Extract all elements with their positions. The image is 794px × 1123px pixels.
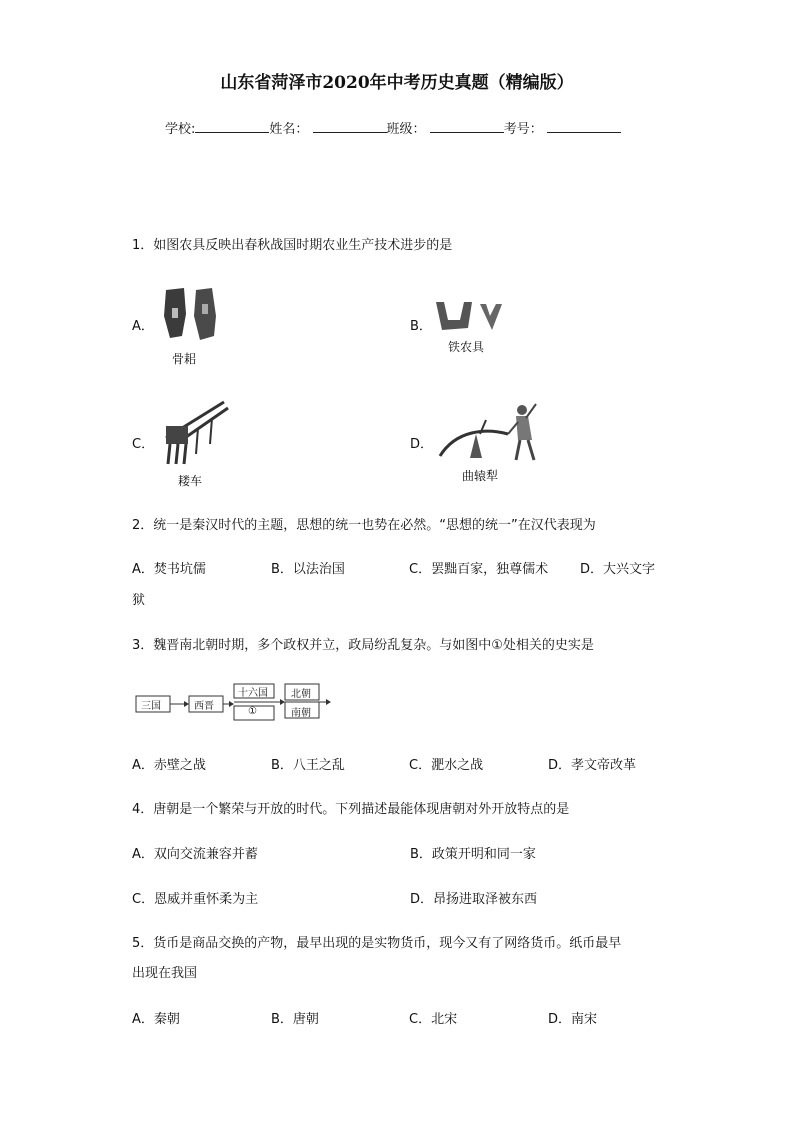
- q1-option-a-caption: 骨耜: [172, 352, 197, 366]
- q2-option-c: C．罢黜百家，独尊儒术: [409, 562, 549, 577]
- question-5-stem-line-1: 5．货币是商品交换的产物，最早出现的是实物货币，现今又有了网络货币。纸币最早: [132, 936, 622, 951]
- q1-option-d-letter: D．: [410, 437, 434, 452]
- q4-option-c: C．恩威并重怀柔为主: [132, 892, 259, 907]
- number-blank: [547, 120, 621, 133]
- diagram-sanguo: 三国: [141, 701, 161, 712]
- school-blank: [195, 120, 269, 133]
- bone-spade-image: [160, 286, 220, 346]
- q4-option-a: A．双向交流兼容并蓄: [132, 847, 258, 862]
- q3-option-d: D．孝文帝改革: [548, 758, 637, 773]
- q3-option-b: B．八王之乱: [271, 758, 345, 773]
- question-3-stem: 3．魏晋南北朝时期，多个政权并立，政局纷乱复杂。与如图中①处相关的史实是: [132, 638, 594, 653]
- q4-option-b: B．政策开明和同一家: [410, 847, 536, 862]
- q1-option-c-caption: 耧车: [178, 474, 203, 488]
- q4-option-d: D．昂扬进取泽被东西: [410, 892, 538, 907]
- q1-option-a-letter: A．: [132, 319, 154, 334]
- number-label: 考号：: [503, 122, 543, 137]
- q2-option-a: A．焚书坑儒: [132, 562, 206, 577]
- diagram-shiliuguo: 十六国: [238, 688, 268, 699]
- q2-option-d-wrap: 狱: [132, 593, 146, 608]
- q1-option-b-caption: 铁农具: [448, 340, 485, 354]
- student-info-line: [165, 118, 621, 137]
- class-label: 班级：: [386, 122, 426, 137]
- q5-option-a: A．秦朝: [132, 1012, 180, 1027]
- q1-option-d-caption: 曲辕犁: [462, 469, 499, 483]
- question-1-stem: 1．如图农具反映出春秋战国时期农业生产技术进步的是: [132, 238, 453, 253]
- name-blank: [313, 120, 387, 133]
- seed-drill-image: [158, 398, 230, 468]
- dynasty-flow-diagram: [134, 680, 334, 722]
- q5-option-d: D．南宋: [548, 1012, 598, 1027]
- diagram-xijin: 西晋: [194, 701, 214, 712]
- diagram-nanchao: 南朝: [291, 708, 311, 719]
- diagram-beichao: 北朝: [291, 689, 311, 700]
- diagram-mark-1: ①: [248, 706, 257, 717]
- question-4-stem: 4．唐朝是一个繁荣与开放的时代。下列描述最能体现唐朝对外开放特点的是: [132, 802, 570, 817]
- page-title: 山东省菏泽市2020年中考历史真题（精编版）: [220, 73, 574, 93]
- q5-option-c: C．北宋: [409, 1012, 458, 1027]
- q2-option-b: B．以法治国: [271, 562, 345, 577]
- q3-option-a: A．赤壁之战: [132, 758, 206, 773]
- name-label: 姓名：: [269, 122, 309, 137]
- q3-option-c: C．淝水之战: [409, 758, 484, 773]
- q1-option-b-letter: B．: [410, 319, 432, 334]
- q2-option-d: D．大兴文字: [580, 562, 656, 577]
- q5-option-b: B．唐朝: [271, 1012, 319, 1027]
- question-5-stem-line-2: 出现在我国: [132, 966, 198, 981]
- school-label: 学校:: [165, 122, 196, 137]
- curved-plough-image: [436, 400, 544, 464]
- iron-tools-image: [434, 298, 504, 334]
- q1-option-c-letter: C．: [132, 437, 155, 452]
- class-blank: [430, 120, 504, 133]
- question-2-stem: 2．统一是秦汉时代的主题，思想的统一也势在必然。“思想的统一”在汉代表现为: [132, 518, 596, 533]
